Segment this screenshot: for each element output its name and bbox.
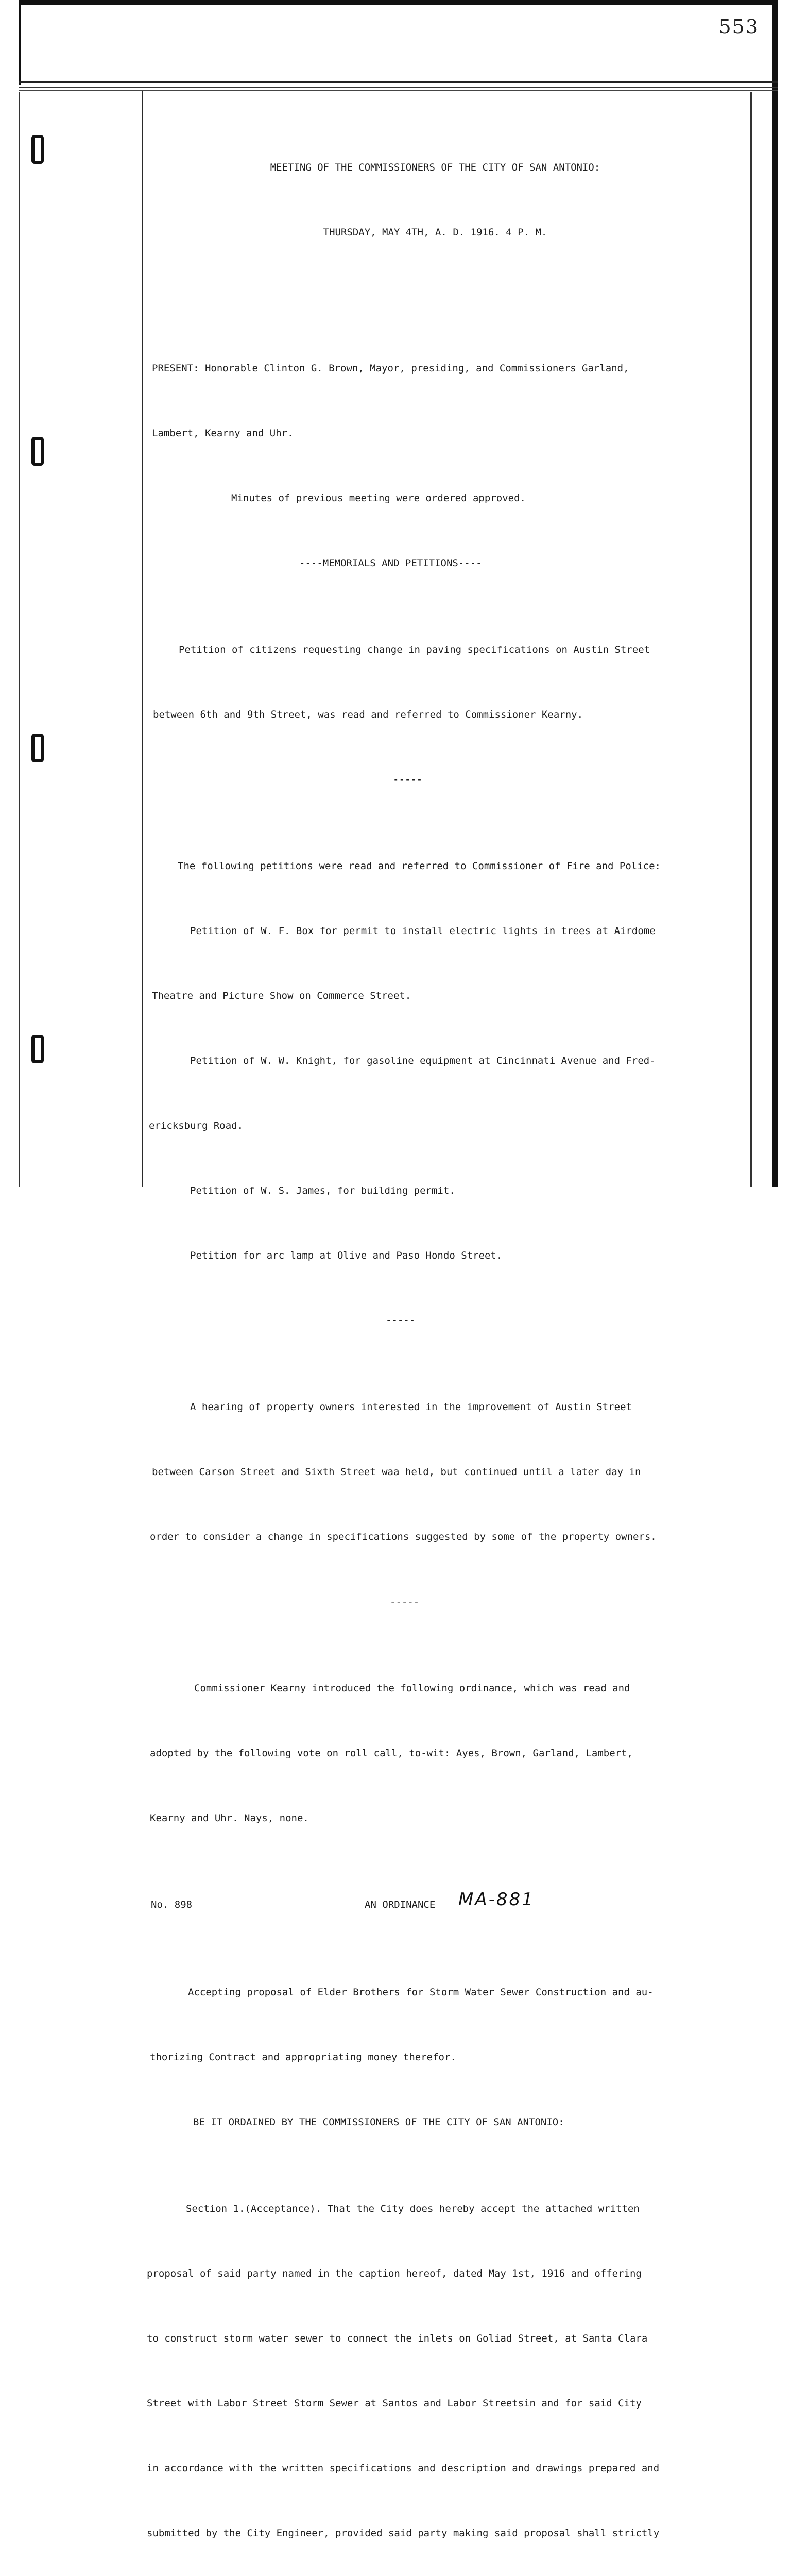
handwritten-reference: MA-881 xyxy=(458,1889,535,1910)
ordinance-header xyxy=(147,1889,724,1917)
section1-line: submitted by the City Engineer, provided said party making said proposal shall strictly xyxy=(147,2528,660,2539)
section-heading: ----MEMORIALS AND PETITIONS---- xyxy=(299,557,482,569)
present-line: Lambert, Kearny and Uhr. xyxy=(152,428,294,439)
left-border-bottom xyxy=(19,92,20,1187)
fire-police-intro: The following petitions were read and referred to Commissioner of Fire and Police: xyxy=(178,860,661,872)
ordinance-intro-line: adopted by the following vote on roll call, to-wit: Ayes, Brown, Garland, Lambert, xyxy=(150,1748,633,1759)
binder-hole xyxy=(31,135,44,164)
binder-hole xyxy=(31,437,44,466)
left-border-top xyxy=(19,0,21,85)
minutes-approved: Minutes of previous meeting were ordered approved. xyxy=(231,493,526,504)
petition-line: Petition for arc lamp at Olive and Paso Hondo Street. xyxy=(190,1250,503,1261)
minutes-document xyxy=(147,113,724,2576)
petition-line: Petition of W. W. Knight, for gasoline equipment at Cincinnati Avenue and Fred- xyxy=(190,1055,656,1066)
meeting-title: MEETING OF THE COMMISSIONERS OF THE CITY OF SAN ANTONIO: xyxy=(270,162,600,173)
petition-line: Petition of W. S. James, for building permit. xyxy=(190,1185,455,1196)
separator: ----- xyxy=(390,1596,420,1607)
left-margin-line xyxy=(142,91,143,1187)
top-border xyxy=(19,0,776,5)
spacer xyxy=(147,286,724,293)
separator: ----- xyxy=(386,1315,416,1326)
ordinance-title: AN ORDINANCE xyxy=(365,1899,436,1910)
hearing-line: A hearing of property owners interested in the improvement of Austin Street xyxy=(190,1401,632,1413)
ordinance-intro-line: Commissioner Kearny introduced the following ordinance, which was read and xyxy=(194,1683,630,1694)
binder-hole xyxy=(31,1035,44,1063)
separator: ----- xyxy=(393,774,423,785)
meeting-date: THURSDAY, MAY 4TH, A. D. 1916. 4 P. M. xyxy=(323,227,547,238)
hearing-line: order to consider a change in specifications suggested by some of the property owners. xyxy=(150,1531,657,1543)
section1-line: in accordance with the written specifications and description and drawings prepared and xyxy=(147,2463,660,2474)
ordinance-number: No. 898 xyxy=(151,1899,193,1910)
header-rule-2 xyxy=(19,87,778,88)
header-rule-1 xyxy=(19,81,778,83)
hearing-line: between Carson Street and Sixth Street waa held, but continued until a later day in xyxy=(152,1466,641,1478)
ordinance-caption-line: thorizing Contract and appropriating money therefor. xyxy=(150,2052,456,2063)
petition-line: ericksburg Road. xyxy=(149,1120,244,1131)
enacting-clause: BE IT ORDAINED BY THE COMMISSIONERS OF THE CITY OF SAN ANTONIO: xyxy=(193,2116,564,2128)
ordinance-caption-line: Accepting proposal of Elder Brothers for Storm Water Sewer Construction and au- xyxy=(188,1987,654,1998)
petition-line: Petition of W. F. Box for permit to install electric lights in trees at Airdome xyxy=(190,925,656,937)
present-line: PRESENT: Honorable Clinton G. Brown, Mayor, presiding, and Commissioners Garland, xyxy=(152,363,629,374)
right-margin-line xyxy=(750,92,752,1187)
petition-line: between 6th and 9th Street, was read and referred to Commissioner Kearny. xyxy=(153,709,583,720)
petition-line: Petition of citizens requesting change in paving specifications on Austin Street xyxy=(179,644,650,655)
page-number: 553 xyxy=(718,15,759,38)
header-rule-3 xyxy=(19,90,778,91)
right-border xyxy=(772,0,778,1187)
section1-line: Street with Labor Street Storm Sewer at Santos and Labor Streetsin and for said City xyxy=(147,2398,642,2409)
section1-line: to construct storm water sewer to connect the inlets on Goliad Street, at Santa Clara xyxy=(147,2333,648,2344)
ordinance-intro-line: Kearny and Uhr. Nays, none. xyxy=(150,1812,309,1824)
section1-line: Section 1.(Acceptance). That the City does hereby accept the attached written xyxy=(186,2203,640,2214)
petition-line: Theatre and Picture Show on Commerce Street. xyxy=(152,990,411,1002)
binder-hole xyxy=(31,734,44,762)
section1-line: proposal of said party named in the caption hereof, dated May 1st, 1916 and offering xyxy=(147,2268,642,2279)
